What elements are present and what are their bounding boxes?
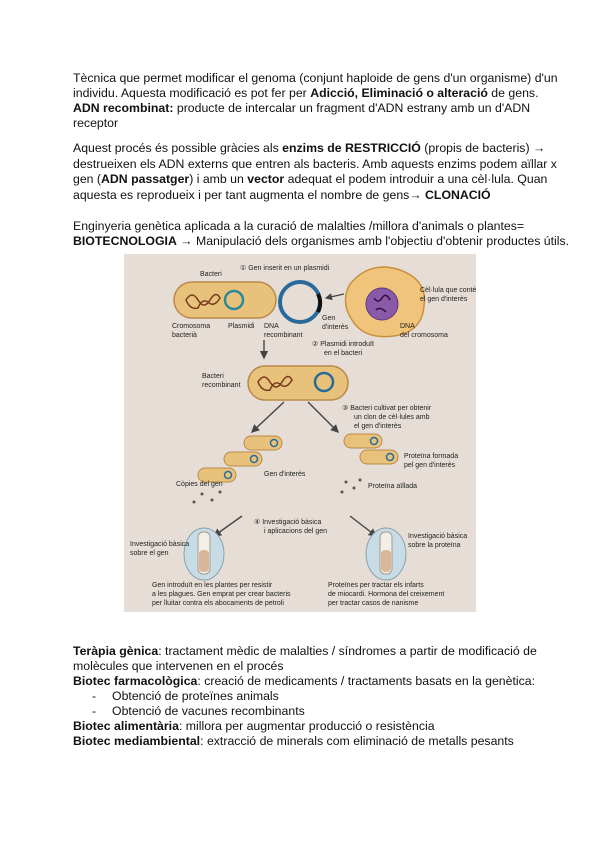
dna-crom-label-1: DNA xyxy=(400,323,415,330)
cell-label-1: Cèl·lula que conté xyxy=(420,287,476,294)
gene-copies xyxy=(193,491,222,504)
app-line-4: Biotec alimentària: millora per augmentar producció o resistència xyxy=(73,719,435,733)
app-line-2: molècules que intervenen en el procés xyxy=(73,659,284,673)
test-tube-right xyxy=(366,528,406,580)
inserted-gene-segment xyxy=(318,294,320,312)
bacteria-label: bacterià xyxy=(172,332,197,339)
app-line-3: Biotec farmacològica: creació de medicaments / tractaments basats en la genètica: xyxy=(73,674,536,688)
cell-nucleus xyxy=(366,288,398,320)
protein-dots xyxy=(341,479,362,494)
intro-line-3: ADN recombinat: producte de intercalar un fragment d'ADN estrany amb un d'ADN xyxy=(73,101,531,115)
inv-gen-label-2: sobre el gen xyxy=(130,550,169,557)
gen-interes-label-1: Gen xyxy=(322,315,336,322)
cloning-diagram-svg xyxy=(124,254,476,612)
engineering-line-1: Enginyeria genètica aplicada a la curació de malalties /millora d'animals o plantes= xyxy=(73,219,525,233)
left-caption-3: per lluitar contra els abocaments de petroli xyxy=(152,600,284,607)
dna-recomb-label-1: DNA xyxy=(264,323,279,330)
prot-aill-label: Proteïna aïllada xyxy=(368,483,418,490)
restriction-line-4: aquesta es reprodueix i per tant augmenta el nombre de gens→ CLONACIÓ xyxy=(73,188,491,202)
bact-rec-label-1: Bacteri xyxy=(202,373,224,380)
engineering-line-2: BIOTECNOLOGIA → Manipulació dels organismes amb l'objectiu d'obtenir productes útils. xyxy=(73,234,570,248)
inv-prot-label-1: Investigació bàsica xyxy=(408,533,468,540)
app-line-5: Biotec mediambiental: extracció de minerals com eliminació de metalls pesants xyxy=(73,734,514,748)
right-caption-1: Proteïnes per tractar els infarts xyxy=(328,582,424,589)
bacteri-label: Bacteri xyxy=(200,271,222,278)
step4-label-a: ④ Investigació bàsica xyxy=(254,519,322,526)
step3-label-c: el gen d'interès xyxy=(354,423,402,430)
intro-line-1: Tècnica que permet modificar el genoma (conjunt haploide de gens d'un organisme) d'un xyxy=(73,71,558,85)
step2-label-a: ② Plasmidi introduït xyxy=(312,341,374,348)
bullet-item-1: - Obtenció de proteïnes animals xyxy=(92,689,279,703)
app-line-1: Teràpia gènica: tractament mèdic de malalties / síndromes a partir de modificació de xyxy=(73,644,537,658)
inv-gen-label-1: Investigació bàsica xyxy=(130,541,190,548)
dna-recomb-label-2: recombinant xyxy=(264,332,303,339)
arrow-branch-left xyxy=(252,402,284,432)
plasmidi-label: Plasmidi xyxy=(228,323,255,330)
restriction-line-1: Aquest procés és possible gràcies als enzims de RESTRICCIÓ (propis de bacteris) → xyxy=(73,141,546,155)
test-tube-left xyxy=(184,528,224,580)
cromosoma-label: Cromosoma xyxy=(172,323,211,330)
bact-rec-label-2: recombinant xyxy=(202,382,241,389)
restriction-line-2: destrueixen els ADN externs que entren als bacteris. Amb aquests enzims podem aïllar x xyxy=(73,157,557,171)
right-caption-2: de miocardi. Hormona del creixement xyxy=(328,591,445,598)
cell-label-2: el gen d'interès xyxy=(420,296,468,303)
dna-crom-label-2: del cromosoma xyxy=(400,332,448,339)
inv-prot-label-2: sobre la proteïna xyxy=(408,542,461,549)
left-caption-1: Gen introduït en les plantes per resistir xyxy=(152,582,273,589)
cloning-diagram xyxy=(124,254,476,612)
arrow-step4-right xyxy=(350,516,376,536)
gen-interes-label-2: d'interès xyxy=(322,324,349,331)
arrow-branch-right xyxy=(308,402,338,432)
step2-label-b: en el bacteri xyxy=(324,350,363,357)
step1-label: ① Gen inserit en un plasmidi xyxy=(240,265,330,272)
arrow-step4-left xyxy=(214,516,242,536)
step3-label-b: un clon de cèl·lules amb xyxy=(354,414,430,421)
restriction-line-3: gen (ADN passatger) i amb un vector adequat el podem introduir a una cèl·lula. Quan xyxy=(73,172,548,186)
arrow-gene-to-ring xyxy=(326,294,344,298)
step4-label-b: i aplicacions del gen xyxy=(264,528,328,535)
right-caption-3: per tractar casos de nanisme xyxy=(328,600,419,607)
prot-label-1: Proteïna formada xyxy=(404,453,459,460)
prot-label-2: pel gen d'interès xyxy=(404,462,456,469)
intro-line-4: receptor xyxy=(73,116,119,130)
recombinant-ring xyxy=(280,282,320,322)
gen-interes-mid-label: Gen d'interès xyxy=(264,471,306,478)
step3-label-a: ③ Bacteri cultivat per obtenir xyxy=(342,405,432,412)
right-bacteria-cluster xyxy=(344,434,398,464)
bullet-item-2: - Obtenció de vacunes recombinants xyxy=(92,704,305,718)
intro-line-2: individu. Aquesta modificació es pot fer per Adicció, Eliminació o alteració de gens. xyxy=(73,86,539,100)
copies-label: Còpies del gen xyxy=(176,481,223,488)
left-caption-2: a les plagues. Gen emprat per crear bacteris xyxy=(152,591,291,598)
